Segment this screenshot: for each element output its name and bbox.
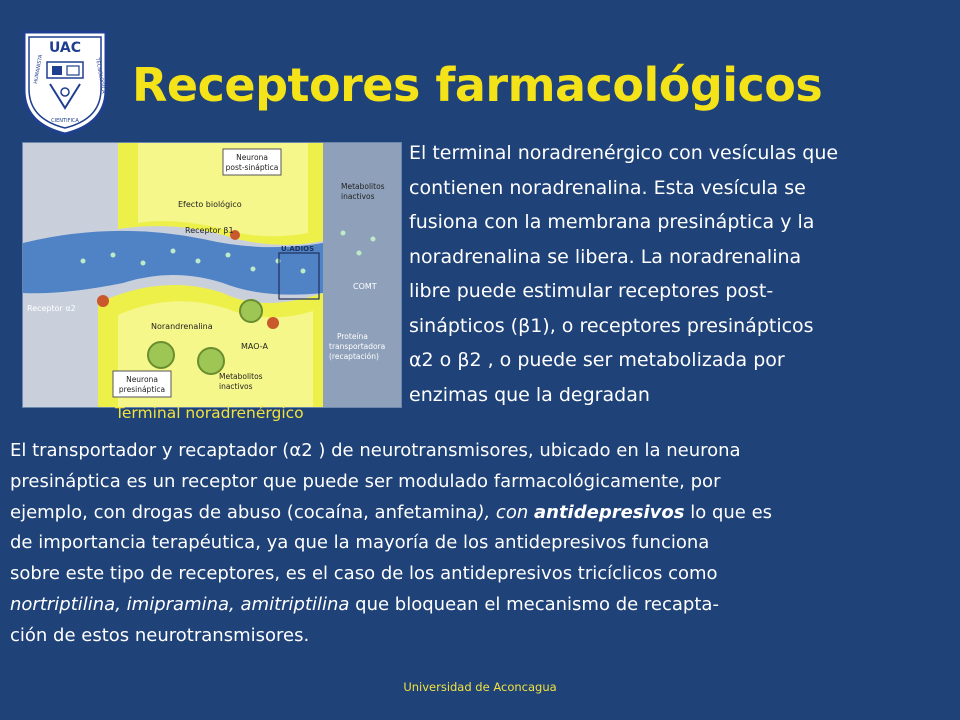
- side-line: α2 o β2 , o puede ser metabolizada por: [409, 349, 785, 371]
- main-line: ción de estos neurotransmisores.: [10, 624, 310, 646]
- label-receptor-a2: Receptor α2: [27, 304, 76, 313]
- label-metabolites-bottom-1: Metabolitos: [219, 372, 263, 381]
- side-line: contienen noradrenalina. Esta vesícula se: [409, 176, 806, 199]
- uac-shield-logo: [20, 28, 110, 138]
- label-post-neuron-1: Neurona: [236, 153, 268, 162]
- logo-left-arc: HUMANISTA: [33, 54, 45, 85]
- terminal-diagram-svg: [23, 143, 401, 407]
- main-paragraph: [10, 436, 955, 652]
- main-line-seg: lo que es: [684, 501, 773, 523]
- label-mao: MAO-A: [241, 342, 268, 351]
- side-line: enzimas que la degradan: [409, 383, 650, 406]
- label-metabolites-bottom-2: inactivos: [219, 382, 253, 391]
- emphasis-antidepresivos: antidepresivos: [533, 501, 685, 523]
- main-line-seg: ), con: [477, 501, 534, 523]
- drug-amitriptilina: amitriptilina: [240, 593, 350, 615]
- main-line: [10, 590, 955, 621]
- drug-imipramina: imipramina,: [126, 593, 235, 615]
- side-line: El terminal noradrenérgico con vesículas que: [409, 142, 839, 164]
- side-line: libre puede estimular receptores post-: [409, 280, 774, 302]
- main-line: presináptica es un receptor que puede ser modulado farmacológicamente, por: [10, 470, 721, 492]
- label-pre-neuron-1: Neurona: [126, 375, 158, 384]
- side-line: sinápticos (β1), o receptores presinápticos: [409, 314, 814, 337]
- page-title: Receptores farmacológicos: [132, 58, 823, 112]
- label-pre-neuron-2: presináptica: [118, 385, 166, 394]
- main-line: El transportador y recaptador (α2 ) de neurotransmisores, ubicado en la neurona: [10, 440, 741, 461]
- label-post-neuron-2: post-sináptica: [225, 163, 279, 172]
- side-paragraph: [409, 136, 949, 412]
- label-noradrenaline: Norandrenalina: [151, 322, 213, 331]
- label-metabolites-top-1: Metabolitos: [341, 182, 385, 191]
- main-line: sobre este tipo de receptores, es el caso de los antidepresivos tricíclicos como: [10, 563, 718, 585]
- footer-university: Universidad de Aconcagua: [403, 680, 557, 694]
- logo-right-arc: TECNOLOGICA: [94, 57, 107, 94]
- uac-logo: [20, 28, 110, 138]
- label-transporter-2: transportadora: [329, 342, 386, 351]
- label-transporter-1: Proteína: [337, 332, 368, 341]
- main-line: de importancia terapéutica, ya que la mayoría de los antidepresivos funciona: [10, 532, 710, 554]
- label-biological-effect: Efecto biológico: [178, 200, 242, 209]
- label-metabolites-top-2: inactivos: [341, 192, 375, 201]
- label-transporter-3: (recaptación): [329, 352, 379, 361]
- diagram-watermark: U.ADIOS: [281, 245, 315, 253]
- main-line: [10, 498, 955, 529]
- drug-nortriptilina: nortriptilina,: [10, 593, 121, 615]
- main-line-seg: ejemplo, con drogas de abuso (cocaína, anfetamina: [10, 501, 478, 523]
- label-comt: COMT: [353, 282, 377, 291]
- side-line: fusiona con la membrana presináptica y la: [409, 211, 815, 233]
- label-receptor-b1: Receptor β1: [185, 226, 234, 235]
- noradrenergic-terminal-diagram: [22, 142, 402, 408]
- logo-bottom-arc: CIENTIFICA: [51, 118, 79, 124]
- main-line-seg: que bloquean el mecanismo de recapta-: [349, 593, 719, 615]
- logo-acronym: UAC: [48, 40, 82, 56]
- side-line: noradrenalina se libera. La noradrenalina: [409, 245, 802, 268]
- figure-caption: Terminal noradrenérgico: [115, 404, 304, 422]
